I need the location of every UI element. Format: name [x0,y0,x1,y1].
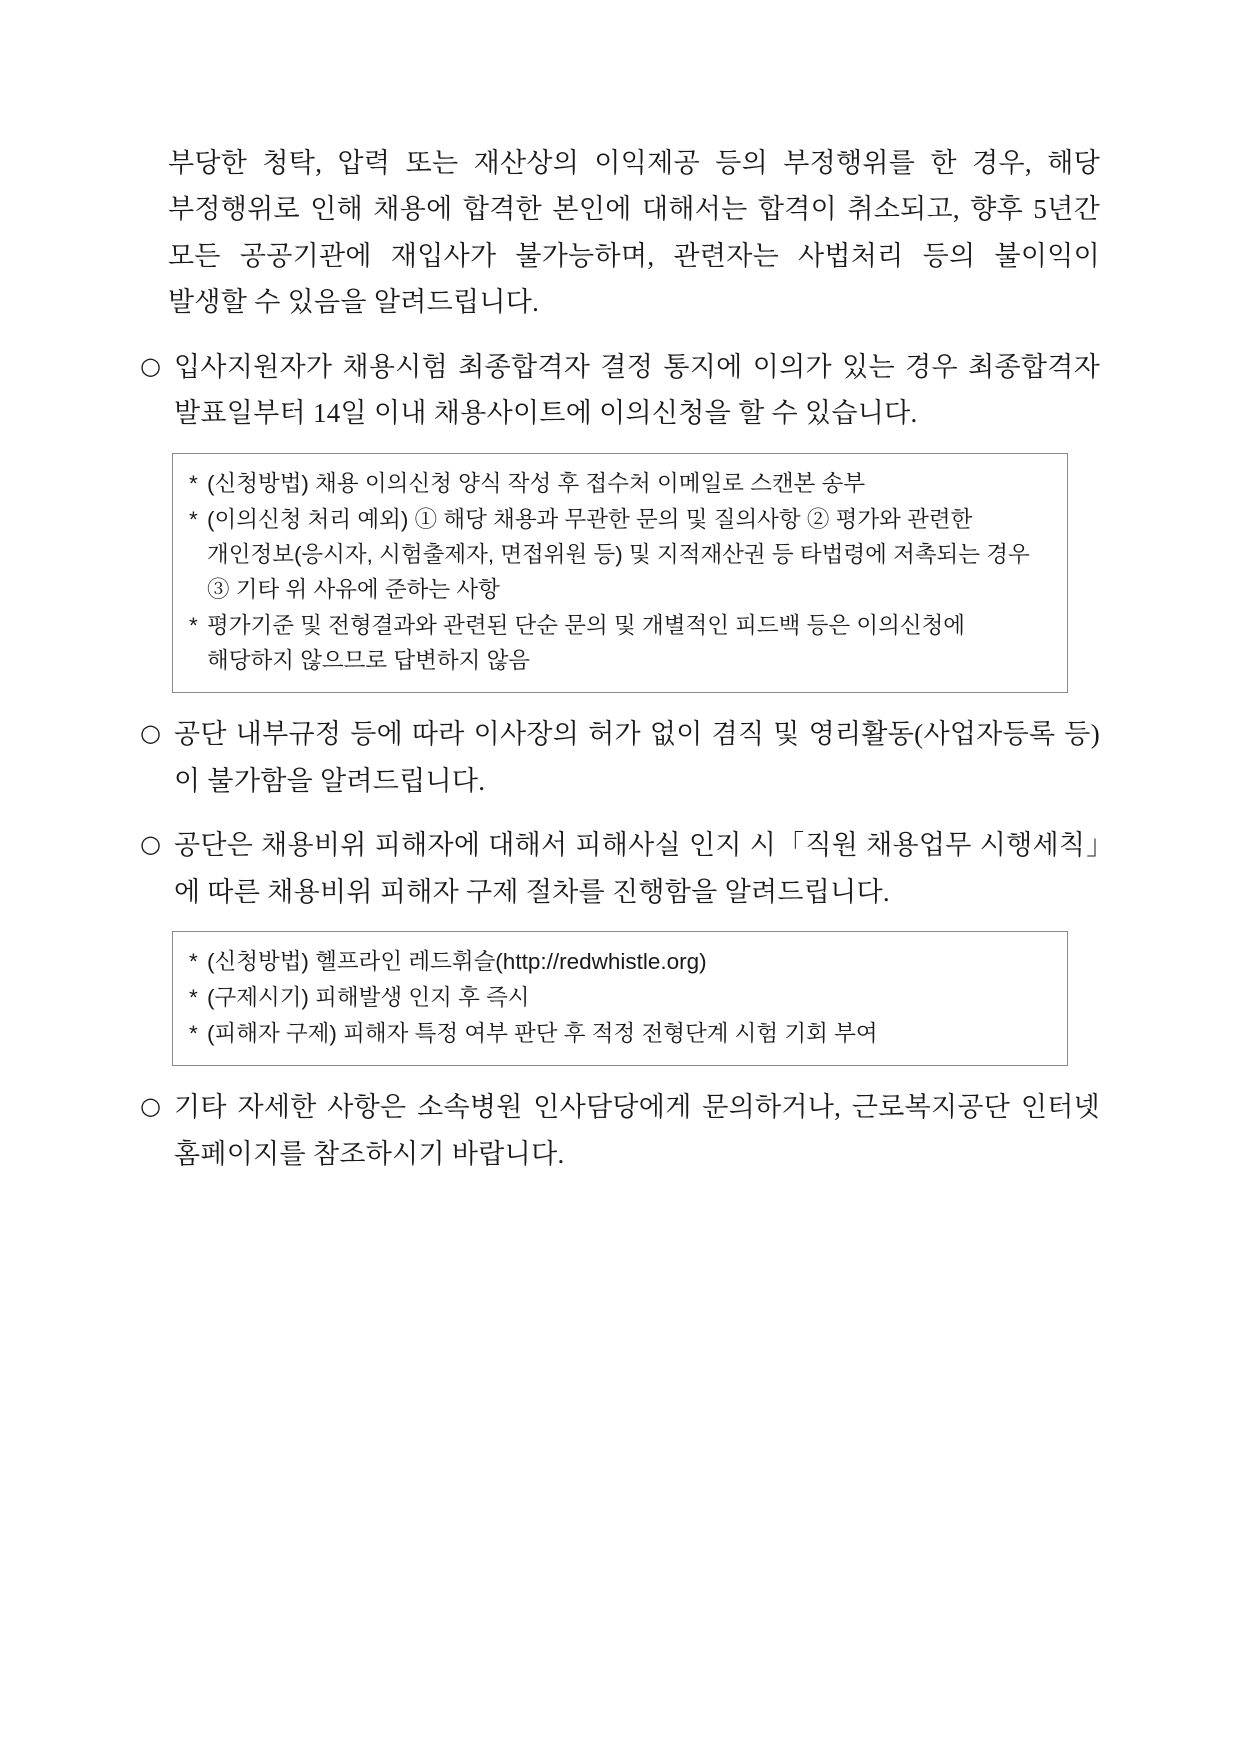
document-content [140,140,1100,1181]
asterisk-icon: * [189,985,198,1011]
asterisk-icon: * [189,506,198,532]
bullet-text-inquiry-guide: 기타 자세한 사항은 소속병원 인사담당에게 문의하거나, 근로복지공단 인터넷 홈페이지를 참조하시기 바랍니다. [174,1092,1100,1169]
bullet-item-objection-period [140,344,1100,437]
note-line [189,1016,1051,1051]
bullet-item-inquiry-guide [140,1084,1100,1177]
asterisk-icon: * [189,948,198,974]
note-text: (신청방법) 채용 이의신청 양식 작성 후 접수처 이메일로 스캔본 송부 [207,470,866,496]
bullet-text-victim-relief: 공단은 채용비위 피해자에 대해서 피해사실 인지 시「직원 채용업무 시행세칙」에 따른 채용비위 피해자 구제 절차를 진행함을 알려드립니다. [174,830,1100,907]
note-text: (신청방법) 헬프라인 레드휘슬(http://redwhistle.org) [207,948,707,974]
objection-note-box [172,453,1068,694]
bullet-circle-icon: ○ [140,719,161,748]
bullet-item-victim-relief [140,822,1100,915]
note-line [189,980,1051,1015]
bullet-circle-icon: ○ [140,830,161,859]
note-line [189,502,1051,607]
bullet-item-concurrent-job-prohibition [140,711,1100,804]
asterisk-icon: * [189,613,198,638]
intro-paragraph: 부당한 청탁, 압력 또는 재산상의 이익제공 등의 부정행위를 한 경우, 해당 부정행위로 인해 채용에 합격한 본인에 대해서는 합격이 취소되고, 향후 5년간 모든 공공기관에 재입사가 불가능하며, 관련자는 사법처리 등의 불이익이 발생할 수 있음을 알려드립니다. [168,148,1100,318]
relief-note-box [172,931,1068,1066]
bullet-circle-icon: ○ [140,1092,161,1121]
bullet-text-concurrent-job-prohibition: 공단 내부규정 등에 따라 이사장의 허가 없이 겸직 및 영리활동(사업자등록 등)이 불가함을 알려드립니다. [174,719,1100,796]
bullet-text-objection-period: 입사지원자가 채용시험 최종합격자 결정 통지에 이의가 있는 경우 최종합격자 발표일부터 14일 이내 채용사이트에 이의신청을 할 수 있습니다. [174,351,1100,429]
note-line [189,466,1051,501]
note-line [189,608,1051,678]
note-text: (구제시기) 피해발생 인지 후 즉시 [207,985,530,1011]
asterisk-icon: * [189,1021,198,1047]
note-text: 평가기준 및 전형결과와 관련된 단순 문의 및 개별적인 피드백 등은 이의신청에 해당하지 않으므로 답변하지 않음 [207,613,966,674]
note-text: (이의신청 처리 예외) ① 해당 채용과 무관한 문의 및 질의사항 ② 평가와 관련한 개인정보(응시자, 시험출제자, 면접위원 등) 및 지적재산권 등 타법령에 저촉되는 경우 ③ 기타 위 사유에 준하는 사항 [207,506,1030,602]
note-text: (피해자 구제) 피해자 특정 여부 판단 후 적정 전형단계 시험 기회 부여 [207,1021,878,1047]
asterisk-icon: * [189,470,198,496]
bullet-circle-icon: ○ [140,351,161,380]
note-line [189,944,1051,979]
